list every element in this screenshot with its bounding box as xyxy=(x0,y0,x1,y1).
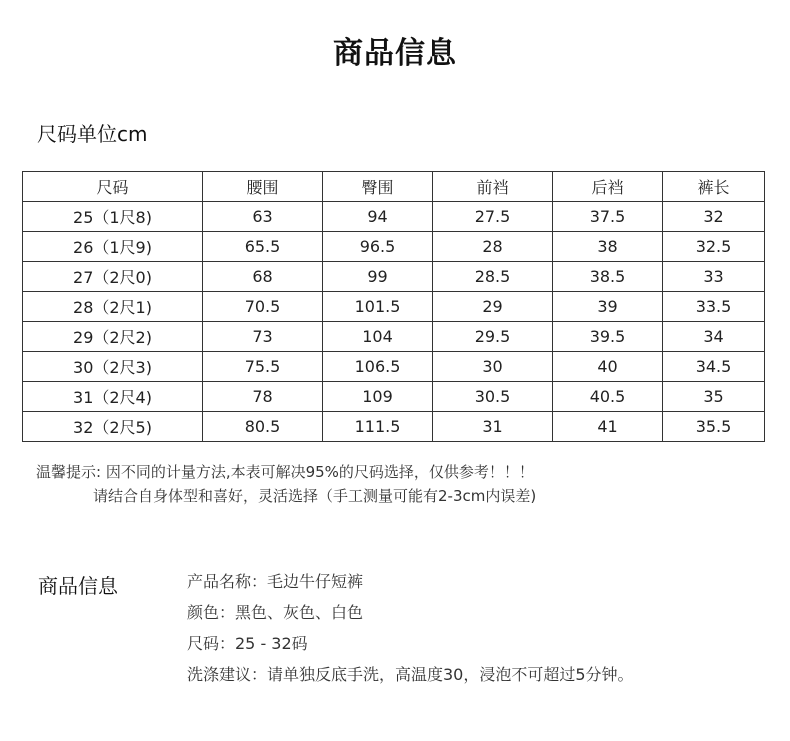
page-title: 商品信息 xyxy=(333,36,457,71)
cell-waist: 70.5 xyxy=(203,292,323,322)
table-header-row xyxy=(23,172,765,202)
cell-front-rise: 29 xyxy=(433,292,553,322)
table-row xyxy=(23,322,765,352)
cell-size: 30（2尺3) xyxy=(23,352,203,382)
header-length: 裤长 xyxy=(663,172,765,202)
size-unit-label: 尺码单位cm xyxy=(37,122,148,146)
info-size-range: 尺码：25 - 32码 xyxy=(187,634,308,653)
cell-front-rise: 31 xyxy=(433,412,553,442)
cell-size: 26（1尺9) xyxy=(23,232,203,262)
tip-line-1: 温馨提示: 因不同的计量方法,本表可解决95%的尺码选择，仅供参考！！！ xyxy=(36,463,534,481)
cell-size: 27（2尺0) xyxy=(23,262,203,292)
cell-back-rise: 39.5 xyxy=(553,322,663,352)
cell-length: 34 xyxy=(663,322,765,352)
cell-size: 29（2尺2) xyxy=(23,322,203,352)
cell-back-rise: 39 xyxy=(553,292,663,322)
info-list xyxy=(187,570,634,694)
header-waist: 腰围 xyxy=(203,172,323,202)
cell-length: 35 xyxy=(663,382,765,412)
size-table xyxy=(22,171,765,442)
cell-length: 32.5 xyxy=(663,232,765,262)
cell-hip: 96.5 xyxy=(323,232,433,262)
info-wash-advice: 洗涤建议：请单独反底手洗，高温度30，浸泡不可超过5分钟。 xyxy=(187,665,634,684)
cell-front-rise: 28.5 xyxy=(433,262,553,292)
cell-front-rise: 27.5 xyxy=(433,202,553,232)
info-heading: 商品信息 xyxy=(38,574,118,598)
cell-length: 34.5 xyxy=(663,352,765,382)
cell-size: 32（2尺5) xyxy=(23,412,203,442)
header-front-rise: 前裆 xyxy=(433,172,553,202)
cell-waist: 63 xyxy=(203,202,323,232)
cell-back-rise: 40 xyxy=(553,352,663,382)
table-row xyxy=(23,232,765,262)
cell-back-rise: 38 xyxy=(553,232,663,262)
table-row xyxy=(23,412,765,442)
cell-size: 25（1尺8) xyxy=(23,202,203,232)
info-product-name: 产品名称：毛边牛仔短裤 xyxy=(187,572,364,591)
cell-back-rise: 41 xyxy=(553,412,663,442)
cell-size: 28（2尺1) xyxy=(23,292,203,322)
info-color: 颜色：黑色、灰色、白色 xyxy=(187,603,364,622)
table-row xyxy=(23,382,765,412)
cell-hip: 101.5 xyxy=(323,292,433,322)
table-body xyxy=(23,202,765,442)
cell-back-rise: 38.5 xyxy=(553,262,663,292)
cell-length: 33.5 xyxy=(663,292,765,322)
cell-length: 35.5 xyxy=(663,412,765,442)
cell-waist: 68 xyxy=(203,262,323,292)
cell-hip: 99 xyxy=(323,262,433,292)
cell-length: 33 xyxy=(663,262,765,292)
table-row xyxy=(23,292,765,322)
cell-hip: 94 xyxy=(323,202,433,232)
cell-front-rise: 30 xyxy=(433,352,553,382)
cell-hip: 106.5 xyxy=(323,352,433,382)
header-hip: 臀围 xyxy=(323,172,433,202)
cell-length: 32 xyxy=(663,202,765,232)
cell-waist: 65.5 xyxy=(203,232,323,262)
cell-hip: 111.5 xyxy=(323,412,433,442)
cell-front-rise: 28 xyxy=(433,232,553,262)
cell-waist: 80.5 xyxy=(203,412,323,442)
cell-hip: 109 xyxy=(323,382,433,412)
cell-size: 31（2尺4) xyxy=(23,382,203,412)
cell-waist: 75.5 xyxy=(203,352,323,382)
table-row xyxy=(23,262,765,292)
table-row xyxy=(23,352,765,382)
cell-back-rise: 40.5 xyxy=(553,382,663,412)
cell-front-rise: 29.5 xyxy=(433,322,553,352)
header-size: 尺码 xyxy=(23,172,203,202)
cell-front-rise: 30.5 xyxy=(433,382,553,412)
cell-back-rise: 37.5 xyxy=(553,202,663,232)
header-back-rise: 后裆 xyxy=(553,172,663,202)
cell-waist: 78 xyxy=(203,382,323,412)
cell-hip: 104 xyxy=(323,322,433,352)
tip-line-2: 请结合自身体型和喜好，灵活选择（手工测量可能有2-3cm内误差) xyxy=(93,487,537,505)
table-row xyxy=(23,202,765,232)
cell-waist: 73 xyxy=(203,322,323,352)
